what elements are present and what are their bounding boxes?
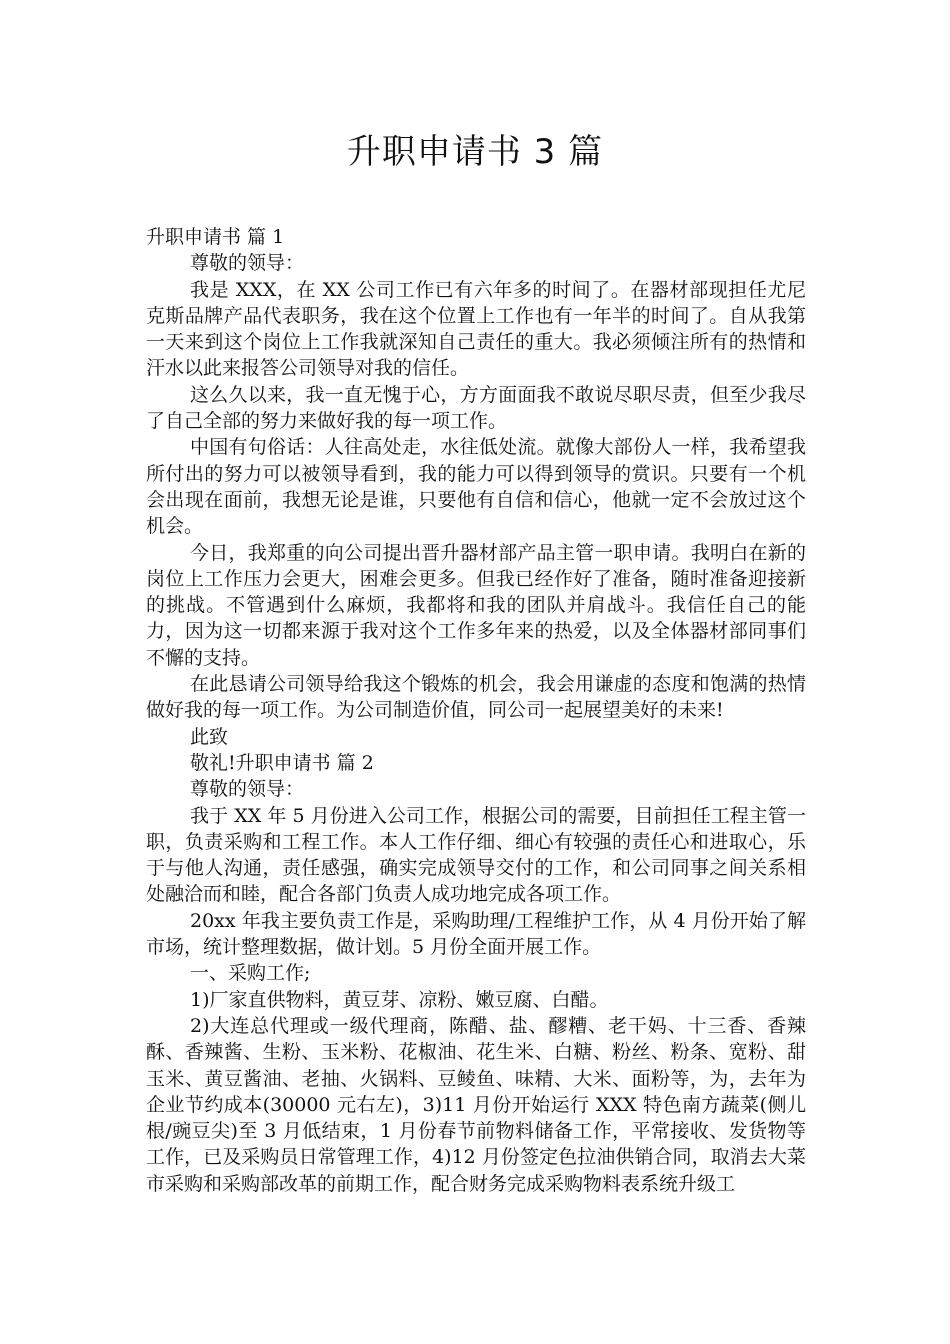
document-paragraph: 尊敬的领导： [190,252,305,275]
document-paragraph: 今日，我郑重的向公司提出晋升器材部产品主管一职申请。我明白在新的岗位上工作压力会更大，困难会更多。但我已经作好了准备，随时准备迎接新的挑战。不管遇到什么麻烦，我都将和我的团队并肩战斗。我信任自己的能力，因为这一切都来源于我对这个工作多年来的热爱，以及全体器材部同事们不懈的支持。 [146,541,806,669]
document-paragraph: 尊敬的领导： [190,778,305,801]
document-paragraph: 20xx 年我主要负责工作是，采购助理/工程维护工作，从 4 月份开始了解市场，统计整理数据，做计划。5 月份全面开展工作。 [146,909,806,959]
document-paragraph: 中国有句俗话：人往高处走，水往低处流。就像大部份人一样，我希望我所付出的努力可以被领导看到，我的能力可以得到领导的赏识。只要有一个机会出现在面前，我想无论是谁，只要他有自信和信心，他就一定不会放过这个机会。 [146,436,806,538]
document-paragraph: 在此恳请公司领导给我这个锻炼的机会，我会用谦虚的态度和饱满的热情做好我的每一项工作。为公司制造价值，同公司一起展望美好的未来! [146,673,806,722]
document-paragraph: 一、采购工作; [190,962,311,985]
document-paragraph: 升职申请书 篇 1 [146,226,285,248]
document-paragraph: 此致 [190,725,229,748]
document-paragraph: 1)厂家直供物料，黄豆芽、凉粉、嫩豆腐、白醋。 [190,988,609,1011]
document-paragraph: 这么久以来，我一直无愧于心，方方面面我不敢说尽职尽责，但至少我尽了自己全部的努力来做好我的每一项工作。 [146,383,806,433]
document-body [146,224,806,1197]
document-title: 升职申请书 3 篇 [346,132,604,172]
document-paragraph: 我是 XXX，在 XX 公司工作已有六年多的时间了。在器材部现担任尤尼克斯品牌产品代表职务，我在这个位置上工作也有一年半的时间了。自从我第一天来到这个岗位上工作我就深知自己责任的重大。我必须倾注所有的热情和汗水以此来报答公司领导对我的信任。 [146,278,806,380]
document-paragraph: 2)大连总代理或一级代理商，陈醋、盐、醪糟、老干妈、十三香、香辣酥、香辣酱、生粉、玉米粉、花椒油、花生米、白糖、粉丝、粉条、宽粉、甜玉米、黄豆酱油、老抽、火锅料、豆鲮鱼、味精、大米、面粉等，为，去年为企业节约成本(30000 元右左)，3)11 月份开始运行 XXX 特色南方蔬菜(侧儿根/豌豆尖)至 3 月低结束，1 月份春节前物料储备工作，平常接收、发货物等工作，已及采购员日常管理工作，4)12 月份签定色拉油供销合同，取消去大菜市采购和采购部改革的前期工作，配合财务完成采购物料表系统升级工 [146,1014,806,1195]
document-paragraph: 敬礼!升职申请书 篇 2 [190,751,374,774]
document-paragraph: 我于 XX 年 5 月份进入公司工作，根据公司的需要，目前担任工程主管一职，负责采购和工程工作。本人工作仔细、细心有较强的责任心和进取心，乐于与他人沟通，责任感强，确实完成领导交付的工作，和公司同事之间关系相处融洽而和睦，配合各部门负责人成功地完成各项工作。 [146,804,806,906]
